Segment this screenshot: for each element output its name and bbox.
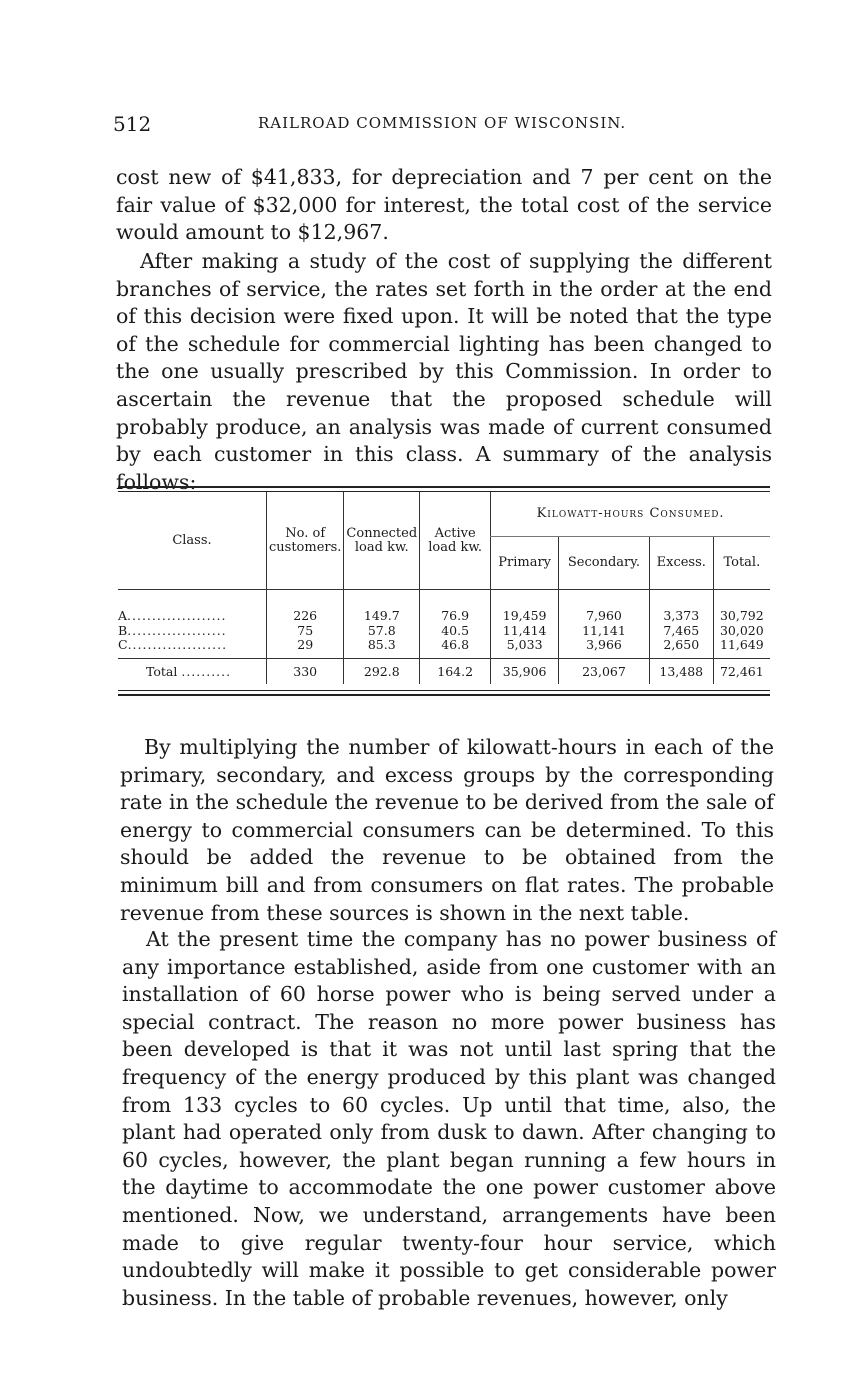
row-leader-dots: .................... (127, 637, 228, 652)
cell-customers: 226 (267, 608, 344, 623)
running-head: RAILROAD COMMISSION OF WISCONSIN. (258, 114, 627, 132)
header-primary: Primary (491, 537, 559, 590)
cell-connected: 149.7 (344, 608, 420, 623)
cell-primary: 11,414 (491, 623, 559, 638)
table-total-row (118, 658, 770, 684)
cell-customers: 75 (267, 623, 344, 638)
cell-secondary: 7,960 (559, 608, 650, 623)
table-row (118, 637, 770, 658)
total-active: 164.2 (420, 658, 491, 684)
cell-primary: 19,459 (491, 608, 559, 623)
total-total: 72,461 (713, 658, 770, 684)
total-excess: 13,488 (649, 658, 713, 684)
header-customers: No. of customers. (267, 492, 344, 590)
paragraph-cost-summary: cost new of $41,833, for depreciation and 7 per cent on the fair value of $32,000 for interest, the total cost of the service would amount to $12,967. (116, 165, 772, 245)
header-secondary: Secondary. (559, 537, 650, 590)
cell-active: 40.5 (420, 623, 491, 638)
header-total: Total. (713, 537, 770, 590)
row-class: C (118, 637, 128, 652)
table-bottom-rule (118, 690, 770, 696)
header-connected-load: Connected load kw. (344, 492, 420, 590)
page-header (113, 112, 773, 142)
row-class: A (118, 608, 128, 623)
row-leader-dots: .................... (127, 622, 227, 638)
table-row (118, 623, 770, 638)
consumption-summary-table (118, 486, 770, 696)
page-number: 512 (113, 112, 152, 136)
row-leader-dots: .................... (127, 608, 227, 623)
cell-excess: 3,373 (649, 608, 713, 623)
table-header-rule (118, 590, 770, 609)
total-leader-dots: .......... (181, 663, 232, 679)
cell-secondary: 11,141 (559, 623, 650, 638)
header-excess: Excess. (649, 537, 713, 590)
row-class: B (118, 622, 128, 638)
cell-total: 30,020 (713, 623, 770, 638)
total-label: Total (146, 663, 178, 679)
total-primary: 35,906 (491, 658, 559, 684)
cell-excess: 2,650 (649, 637, 713, 658)
paragraph-power-business: At the present time the company has no power business of any importance established, aside from one customer with an installation of 60 horse power who is being served under a special contract. The reason no more power business has been developed is that it was not until last spring that the frequency of the energy produced by this plant was changed from 133 cycles to 60 cycles. Up until that time, also, the plant had operated only from dusk to dawn. After changing to 60 cycles, however, the plant began running a few hours in the daytime to accommodate the one power customer above mentioned. Now, we understand, arrangements have been made to give regular twenty-four hour service, which undoubtedly will make it possible to get considerable power business. In the table of probable revenues, however, only (122, 927, 776, 1310)
paragraph-revenue-method: By multiplying the number of kilowatt-hours in each of the primary, secondary, and excess groups by the corresponding rate in the schedule the revenue to be derived from the sale of energy to commercial consumers can be determined. To this should be added the revenue to be obtained from the minimum bill and from consumers on flat rates. The probable revenue from these sources is shown in the next table. (120, 735, 774, 925)
cell-total: 11,649 (713, 637, 770, 658)
cell-connected: 57.8 (344, 623, 420, 638)
header-class: Class. (172, 532, 212, 548)
paragraph-rate-study: After making a study of the cost of supplying the different branches of service, the rates set forth in the order at the end of this decision were fixed upon. It will be noted that the type of the schedule for commercial lighting has been changed to the one usually prescribed by this Commission. In order to ascertain the revenue that the proposed schedule will probably produce, an analysis was made of current consumed by each customer in this class. A summary of the analysis follows: (116, 249, 772, 494)
total-secondary: 23,067 (559, 658, 650, 684)
total-connected: 292.8 (344, 658, 420, 684)
cell-total: 30,792 (713, 608, 770, 623)
total-customers: 330 (267, 658, 344, 684)
header-active-load: Active load kw. (420, 492, 491, 590)
cell-active: 76.9 (420, 608, 491, 623)
cell-primary: 5,033 (491, 637, 559, 658)
cell-excess: 7,465 (649, 623, 713, 638)
header-kwh-consumed: Kilowatt-hours Consumed. (491, 492, 770, 537)
cell-secondary: 3,966 (559, 637, 650, 658)
cell-active: 46.8 (420, 637, 491, 658)
cell-customers: 29 (267, 637, 344, 658)
cell-connected: 85.3 (344, 637, 420, 658)
table-row (118, 608, 770, 623)
